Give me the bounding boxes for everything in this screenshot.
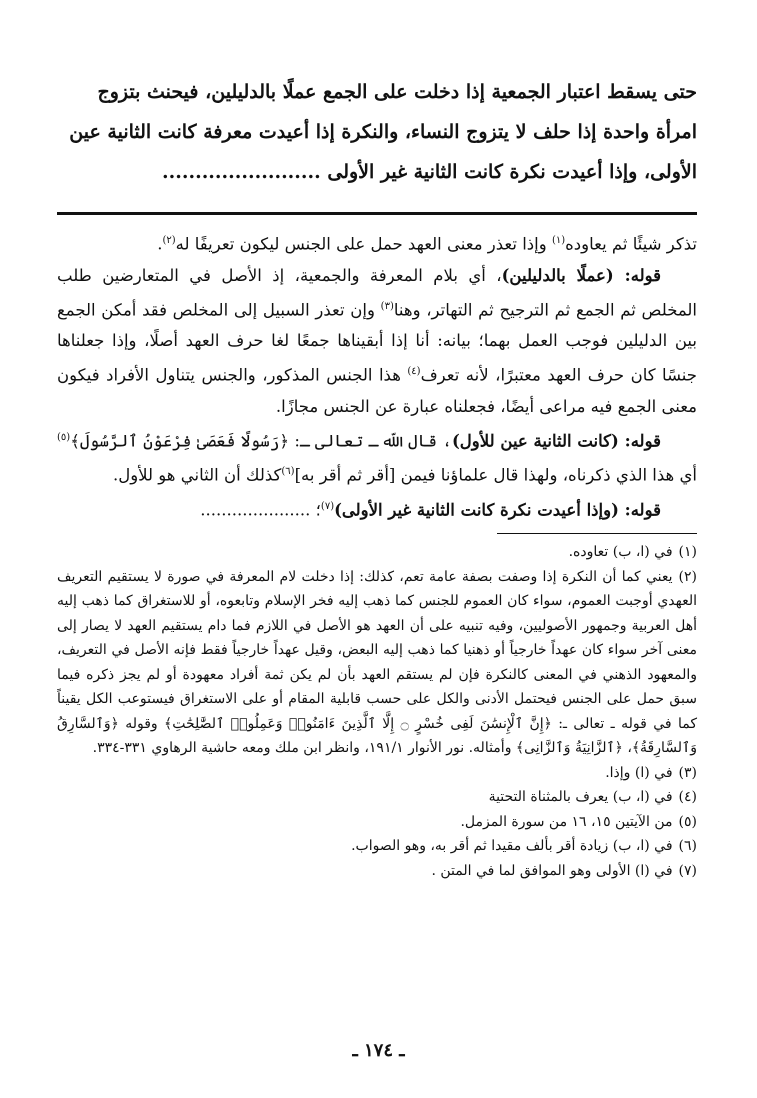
- quoted-heading: قوله: (وإذا أعيدت نكرة كانت الثانية غير الأولى): [334, 500, 661, 519]
- footnote: [57, 834, 697, 859]
- footnote: [57, 859, 697, 884]
- matn-line: امرأة واحدة إذا حلف لا يتزوج النساء، والنكرة إذا أعيدت معرفة كانت الثانية عين: [69, 121, 697, 143]
- footnote-text: في (ا، ب) تعاوده.: [568, 544, 673, 560]
- footnote: [57, 761, 697, 786]
- footnote-ref: (٧): [320, 500, 335, 512]
- footnote-number: (٧): [678, 862, 697, 879]
- footnote-ref: (٢): [162, 235, 176, 246]
- quoted-heading: قوله: (عملًا بالدليلين): [501, 265, 662, 285]
- commentary-paragraph: قوله: (وإذا أعيدت نكرة كانت الثانية غير الأولى)$^{(٧)}$؛ .....................: [200, 500, 661, 519]
- footnote-text: في (ا) الأولى وهو الموافق لما في المتن .: [431, 862, 673, 879]
- footnotes: [57, 540, 697, 883]
- footnote-number: (٥): [678, 813, 697, 830]
- matn-line: حتى يسقط اعتبار الجمعية إذا دخلت على الجمع عملًا بالدليلين، فيحنث بتزوج: [97, 81, 697, 103]
- matn-text: [57, 72, 697, 192]
- footnote-text: من الآيتين ١٥، ١٦ من سورة المزمل.: [460, 813, 673, 830]
- footnote: [57, 810, 697, 835]
- footnote-ref: (٤): [407, 366, 421, 377]
- section-divider: [57, 212, 697, 215]
- footnote-number: (٦): [678, 838, 697, 854]
- footnote-text: في (ا) وإذا.: [605, 764, 673, 781]
- footnote: [57, 785, 697, 810]
- footnote-text: يعني كما أن النكرة إذا وصفت بصفة عامة تعم، كذلك: إذا دخلت لام المعرفة في صورة لا يستقيم التعريف العهدي أوجبت العموم، سواء كان العموم للجنس كما ذهب إليه فخر الإسلام وتابعوه، أو للاستغراق كما ذهب إليه أهل العربية وجمهور الأصوليين، وفيه تنبيه على أن العهد هو الأصل في اللازم فما دام يستقيم العهد لا يصار إلى معنى آخر سواء كان عهداً خارجياً أو ذهنيا كما ذهب إليه البعض، وقيل عهداً خارجياً فقط فإنه الأصل في التعريف، والمعهود الذهني في المعنى كالنكرة فإن لم يستقم العهد بأن لم يكن ثمة أفراد معهودة أو لم يجز ذكره فيما سبق حمل على الجنس فيحتمل الأدنى والكل على حسب قابلية المقام أو على الاستغراق فيستوعب الكل يقيناً كما في قوله ـ تعالى ـ: ﴿إِنَّ ٱلْإِنسَٰنَ لَفِى خُسْرٍ ۝ إِلَّا ٱلَّذِينَ ءَامَنُوا۟ وَعَمِلُوا۟ ٱلصَّٰلِحَٰتِ﴾ وقوله ﴿وَٱلسَّارِقُ وَٱلسَّارِقَةُ﴾، ﴿ٱلزَّانِيَةُ وَٱلزَّانِى﴾ وأمثاله. نور الأنوار ١٩١/١، وانظر ابن ملك ومعه حاشية الرهاوي ٣٣١-٣٣٤.: [57, 568, 697, 756]
- footnote-text: في (ا، ب) زيادة أقر بألف مقيدا ثم أقر به، وهو الصواب.: [351, 838, 673, 854]
- footnote-number: (٢): [678, 568, 697, 585]
- matn-line: الأولى، وإذا أعيدت نكرة كانت الثانية غير الأولى ........................: [162, 161, 697, 183]
- commentary-text: [57, 225, 697, 525]
- footnote-number: (٣): [678, 764, 697, 781]
- footnote-ref: (٦): [281, 466, 295, 477]
- commentary-paragraph: قوله: (كانت الثانية عين للأول)، قال اللّه ـ تعالى ـ: ﴿رَسُولًا فَعَصَىٰ فِرْعَوْنُ ٱلرَّسُولَ﴾$^{(٥)}$ أي هذا الذي ذكرناه، ولهذا قال علماؤنا فيمن [أقر ثم أقر به]$^{(٦)}$كذلك أن الثاني هو للأول.: [57, 431, 697, 485]
- footnote-divider: [497, 533, 697, 534]
- footnote-text: في (ا، ب) يعرف بالمثناة التحتية: [488, 789, 673, 805]
- page-body: [57, 72, 697, 883]
- commentary-paragraph: تذكر شيئًا ثم يعاوده$^{(١)}$ وإذا تعذر معنى العهد حمل على الجنس ليكون تعريفًا له$^{(٢)}$.: [157, 234, 697, 254]
- footnote-ref: (٥): [57, 431, 71, 443]
- footnote: [57, 540, 697, 565]
- footnote-number: (١): [678, 544, 697, 560]
- footnote-ref: (٣): [380, 300, 394, 312]
- quoted-heading: قوله: (كانت الثانية عين للأول): [451, 431, 661, 450]
- footnote-ref: (١): [551, 235, 566, 246]
- page-number: ـ ١٧٤ ـ: [352, 1040, 405, 1061]
- footnote: [57, 565, 697, 761]
- footnote-number: (٤): [678, 789, 697, 805]
- commentary-paragraph: قوله: (عملًا بالدليلين)، أي بلام المعرفة والجمعية، إذ الأصل في المتعارضين طلب المخلص ثم الجمع ثم الترجيح ثم التهاتر، وهنا$^{(٣)}$ وإن تعذر السبيل إلى المخلص فقد أمكن الجمع بين الدليلين فوجب العمل بهما؛ بيانه: أنا إذا أبقيناها جمعًا لغا حرف العهد أصلًا، وإذا جعلناها جنسًا كان حرف العهد معتبرًا، لأنه تعرف$^{(٤)}$ هذا الجنس المذكور، والجنس يتناول الأفراد فيكون معنى الجمع فيه مراعى أيضًا، فجعلناه عبارة عن الجنس مجازًا.: [57, 265, 697, 416]
